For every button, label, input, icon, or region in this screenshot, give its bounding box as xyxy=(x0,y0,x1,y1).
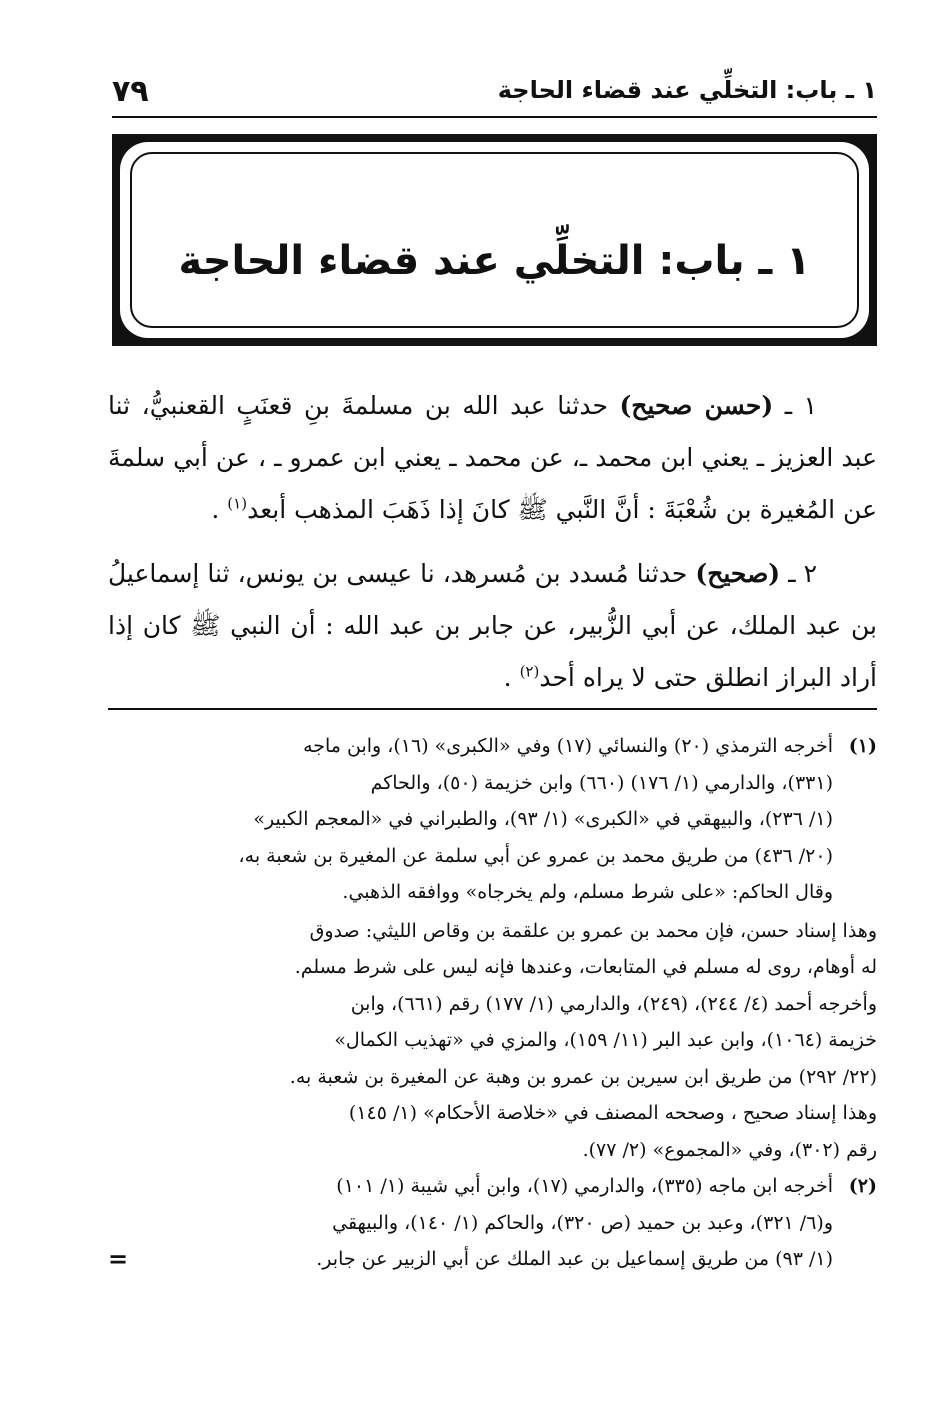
footnote-2 xyxy=(108,1168,877,1278)
footnote-line: خزيمة (١٠٦٤)، وابن عبد البر (١١/ ١٥٩)، والمزي في «تهذيب الكمال» xyxy=(334,1029,877,1051)
footnote-line: أخرجه الترمذي (٢٠) والنسائي (١٧) وفي «الكبرى» (١٦)، وابن ماجه xyxy=(303,735,833,757)
footnote-line: (١/ ٩٣) من طريق إسماعيل بن عبد الملك عن أبي الزبير عن جابر. xyxy=(316,1248,833,1270)
footnote-line: وهذا إسناد صحيح ، وصححه المصنف في «خلاصة الأحكام» (١/ ١٤٥) xyxy=(348,1102,877,1124)
footnote-body xyxy=(108,728,833,911)
chapter-title: ١ ـ باب: التخلِّي عند قضاء الحاجة xyxy=(178,238,811,284)
footnote-line: وقال الحاكم: «على شرط مسلم، ولم يخرجاه» ووافقه الذهبي. xyxy=(342,881,833,903)
continuation-mark: = xyxy=(108,1244,129,1273)
footnote-line: و(٦/ ٣٢١)، وعبد بن حميد (ص ٣٢٠)، والحاكم (١/ ١٤٠)، والبيهقي xyxy=(332,1211,833,1234)
footnote-line: (٢٢/ ٢٩٢) من طريق ابن سيرين بن عمرو بن وهبة عن المغيرة بن شعبة به. xyxy=(289,1065,877,1088)
footnote-line: (١/ ٢٣٦)، والبيهقي في «الكبرى» (١/ ٩٣)، والطبراني في «المعجم الكبير» xyxy=(253,808,833,830)
footnote-line: (٣٣١)، والدارمي (١/ ١٧٦) (٦٦٠) وابن خزيمة (٥٠)، والحاكم xyxy=(370,771,833,794)
hadith-number: ١ ـ xyxy=(784,391,817,420)
hadith-grade: (حسن صحيح) xyxy=(619,391,774,420)
hadith-text: حدثنا مُسدد بن مُسرهد، نا عيسى بن يونس، ثنا إسماعيلُ بن عبد الملك، عن أبي الزُّبير، عن جابر بن عبد الله : أن النبي ﷺ كان إذا أراد البراز انطلق حتى لا يراه أحد xyxy=(108,559,877,692)
footnotes xyxy=(108,728,877,1280)
footnote-separator xyxy=(108,708,877,710)
hadith-2 xyxy=(108,548,877,704)
hadith-text: حدثنا عبد الله بن مسلمةَ بنِ قعنَبٍ القعنبيُّ، ثنا عبد العزيز ـ يعني ابن محمد ـ، عن محمد ـ يعني ابن عمرو ـ ، عن أبي سلمةَ عن المُغيرة بن شُعْبَةَ : أنَّ النَّبي ﷺ كانَ إذا ذَهَبَ المذهب أبعد xyxy=(108,391,877,524)
running-header xyxy=(112,70,877,118)
footnote-marker: (٢) xyxy=(848,1175,877,1197)
footnote-line: (٢٠/ ٤٣٦) من طريق محمد بن عمرو عن أبي سلمة عن المغيرة بن شعبة به، xyxy=(238,844,833,867)
footnote-line: رقم (٣٠٢)، وفي «المجموع» (٢/ ٧٧). xyxy=(582,1138,877,1161)
hadith-grade: (صحيح) xyxy=(695,559,781,588)
hadith-end: . xyxy=(503,663,520,692)
footnote-reference: (١) xyxy=(227,494,248,513)
footnote-1-continued xyxy=(108,913,877,1169)
footnote-line: وهذا إسناد حسن، فإن محمد بن عمرو بن علقمة بن وقاص الليثي: صدوق xyxy=(309,919,877,942)
chapter-title-frame xyxy=(112,134,877,346)
hadith-text-block xyxy=(108,380,877,716)
footnote-marker: (١) xyxy=(848,735,877,757)
running-title: ١ ـ باب: التخلِّي عند قضاء الحاجة xyxy=(497,76,877,104)
footnote-line: وأخرجه أحمد (٤/ ٢٤٤)، (٢٤٩)، والدارمي (١/ ١٧٧) رقم (٦٦١)، وابن xyxy=(350,992,877,1015)
footnote-body xyxy=(108,1168,833,1278)
hadith-1 xyxy=(108,380,877,536)
hadith-end: . xyxy=(211,495,228,524)
footnote-line: أخرجه ابن ماجه (٣٣٥)، والدارمي (١٧)، وابن أبي شيبة (١/ ١٠١) xyxy=(336,1175,833,1197)
footnote-1 xyxy=(108,728,877,911)
hadith-number: ٢ ـ xyxy=(788,559,818,588)
footnote-line: له أوهام، روى له مسلم في المتابعات، وعندها فإنه ليس على شرط مسلم. xyxy=(294,956,877,978)
footnote-reference: (٢) xyxy=(519,662,540,681)
page-number: ٧٩ xyxy=(112,74,149,109)
